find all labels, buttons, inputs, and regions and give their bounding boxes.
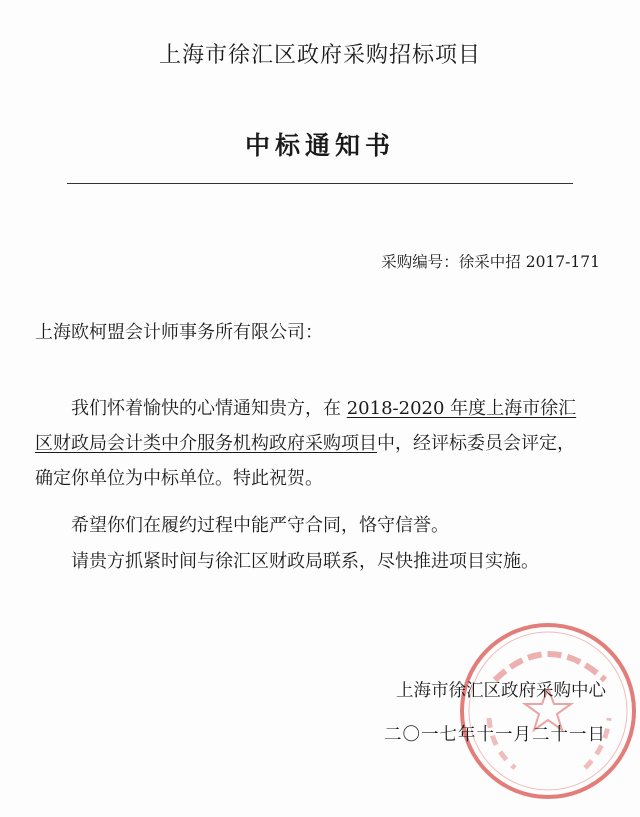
notice-evaluation-text: 中，经评标委员会评定， bbox=[377, 433, 575, 454]
procurement-number: 采购编号：徐采中招 2017-171 bbox=[381, 253, 600, 271]
recipient-name: 上海欧柯盟会计师事务所有限公司： bbox=[35, 322, 323, 343]
title-divider bbox=[67, 183, 573, 184]
project-name-part-2: 区财政局会计类中介服务机构政府采购项目 bbox=[35, 433, 377, 454]
paragraph-notice-line-3: 确定你单位为中标单位。特此祝贺。 bbox=[35, 468, 323, 489]
project-name-part-1: 2018-2020 年度上海市徐汇 bbox=[346, 398, 577, 419]
paragraph-notice-line-2 bbox=[35, 426, 615, 461]
issue-date: 二〇一七年十一月二十一日 bbox=[384, 725, 606, 745]
paragraph-notice-line-1 bbox=[35, 391, 615, 426]
document-title: 中标通知书 bbox=[244, 131, 395, 160]
document-header: 上海市徐汇区政府采购招标项目 bbox=[158, 43, 481, 68]
official-seal-icon bbox=[455, 618, 640, 804]
paragraph-notice bbox=[35, 391, 615, 496]
notice-intro-text: 我们怀着愉快的心情通知贵方，在 bbox=[71, 398, 347, 419]
paragraph-contract: 希望你们在履约过程中能严守合同，恪守信誉。 bbox=[71, 515, 449, 536]
paragraph-contact: 请贵方抓紧时间与徐汇区财政局联系，尽快推进项目实施。 bbox=[71, 551, 539, 572]
issuer-name: 上海市徐汇区政府采购中心 bbox=[396, 681, 606, 701]
